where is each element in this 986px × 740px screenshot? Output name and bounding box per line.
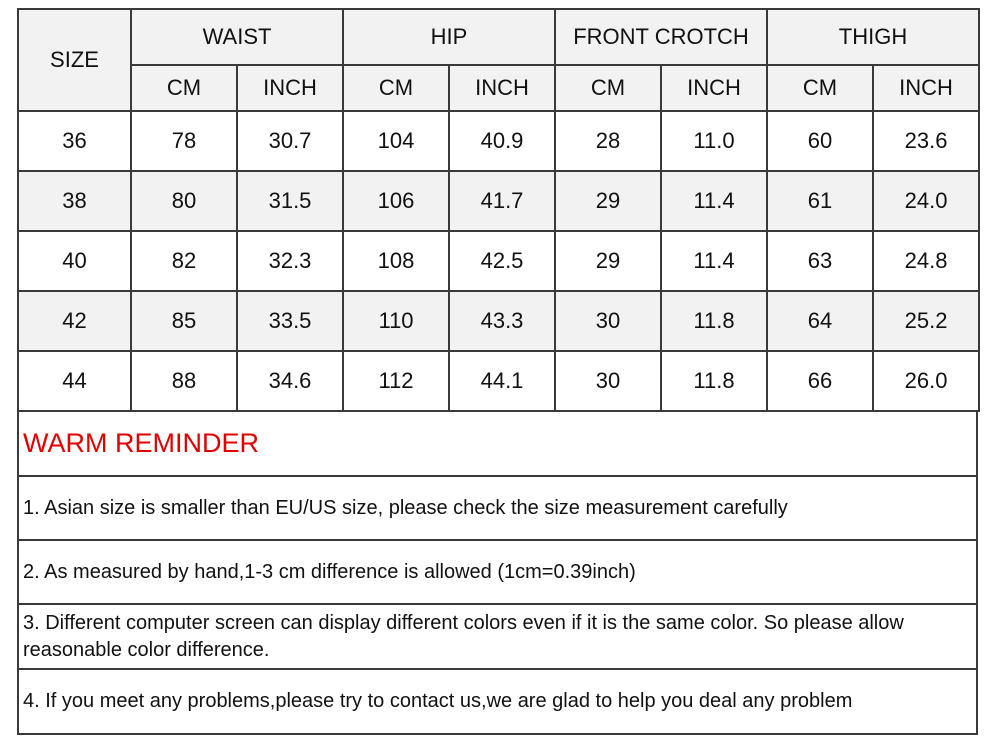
group-header-waist: WAIST <box>131 9 343 65</box>
reminder-section <box>17 412 978 735</box>
table-cell: 88 <box>131 351 237 411</box>
table-row <box>18 231 979 291</box>
table-cell: 11.4 <box>661 171 767 231</box>
table-cell: 104 <box>343 111 449 171</box>
table-cell: 60 <box>767 111 873 171</box>
unit-header: CM <box>555 65 661 111</box>
table-cell: 30 <box>555 351 661 411</box>
group-header-front-crotch: FRONT CROTCH <box>555 9 767 65</box>
table-cell: 29 <box>555 231 661 291</box>
table-cell: 64 <box>767 291 873 351</box>
table-cell: 80 <box>131 171 237 231</box>
note-text: 4. If you meet any problems,please try to contact us,we are glad to help you deal any problem <box>18 669 977 734</box>
size-cell: 42 <box>18 291 131 351</box>
table-cell: 32.3 <box>237 231 343 291</box>
unit-header: INCH <box>661 65 767 111</box>
table-cell: 85 <box>131 291 237 351</box>
table-cell: 41.7 <box>449 171 555 231</box>
size-cell: 44 <box>18 351 131 411</box>
note-text: 3. Different computer screen can display different colors even if it is the same color. So please allow reasonable color difference. <box>18 604 977 669</box>
unit-header: CM <box>343 65 449 111</box>
reminder-title-row <box>18 412 977 476</box>
table-cell: 30.7 <box>237 111 343 171</box>
table-cell: 29 <box>555 171 661 231</box>
table-cell: 11.0 <box>661 111 767 171</box>
note-text: 1. Asian size is smaller than EU/US size, please check the size measurement carefully <box>18 476 977 540</box>
table-cell: 63 <box>767 231 873 291</box>
size-cell: 40 <box>18 231 131 291</box>
table-cell: 106 <box>343 171 449 231</box>
unit-header: INCH <box>873 65 979 111</box>
table-cell: 34.6 <box>237 351 343 411</box>
table-cell: 43.3 <box>449 291 555 351</box>
table-cell: 61 <box>767 171 873 231</box>
table-row <box>18 291 979 351</box>
unit-header: INCH <box>449 65 555 111</box>
table-row <box>18 351 979 411</box>
size-column-header: SIZE <box>18 9 131 111</box>
table-cell: 11.4 <box>661 231 767 291</box>
size-chart <box>17 8 978 735</box>
table-cell: 40.9 <box>449 111 555 171</box>
size-cell: 36 <box>18 111 131 171</box>
table-cell: 66 <box>767 351 873 411</box>
table-cell: 26.0 <box>873 351 979 411</box>
table-cell: 11.8 <box>661 351 767 411</box>
table-cell: 23.6 <box>873 111 979 171</box>
table-cell: 24.0 <box>873 171 979 231</box>
size-cell: 38 <box>18 171 131 231</box>
table-cell: 42.5 <box>449 231 555 291</box>
table-cell: 24.8 <box>873 231 979 291</box>
table-cell: 30 <box>555 291 661 351</box>
header-row-units <box>18 65 979 111</box>
note-row <box>18 540 977 604</box>
table-cell: 108 <box>343 231 449 291</box>
note-row <box>18 476 977 540</box>
table-cell: 33.5 <box>237 291 343 351</box>
table-row <box>18 171 979 231</box>
size-table <box>17 8 980 412</box>
unit-header: CM <box>767 65 873 111</box>
note-text: 2. As measured by hand,1-3 cm difference is allowed (1cm=0.39inch) <box>18 540 977 604</box>
unit-header: CM <box>131 65 237 111</box>
table-row <box>18 111 979 171</box>
reminder-title: WARM REMINDER <box>18 412 977 476</box>
table-cell: 82 <box>131 231 237 291</box>
table-cell: 78 <box>131 111 237 171</box>
table-cell: 110 <box>343 291 449 351</box>
note-row <box>18 604 977 669</box>
unit-header: INCH <box>237 65 343 111</box>
table-cell: 31.5 <box>237 171 343 231</box>
group-header-hip: HIP <box>343 9 555 65</box>
table-cell: 112 <box>343 351 449 411</box>
table-cell: 11.8 <box>661 291 767 351</box>
table-cell: 25.2 <box>873 291 979 351</box>
note-row <box>18 669 977 734</box>
group-header-thigh: THIGH <box>767 9 979 65</box>
table-cell: 44.1 <box>449 351 555 411</box>
header-row-groups <box>18 9 979 65</box>
table-cell: 28 <box>555 111 661 171</box>
